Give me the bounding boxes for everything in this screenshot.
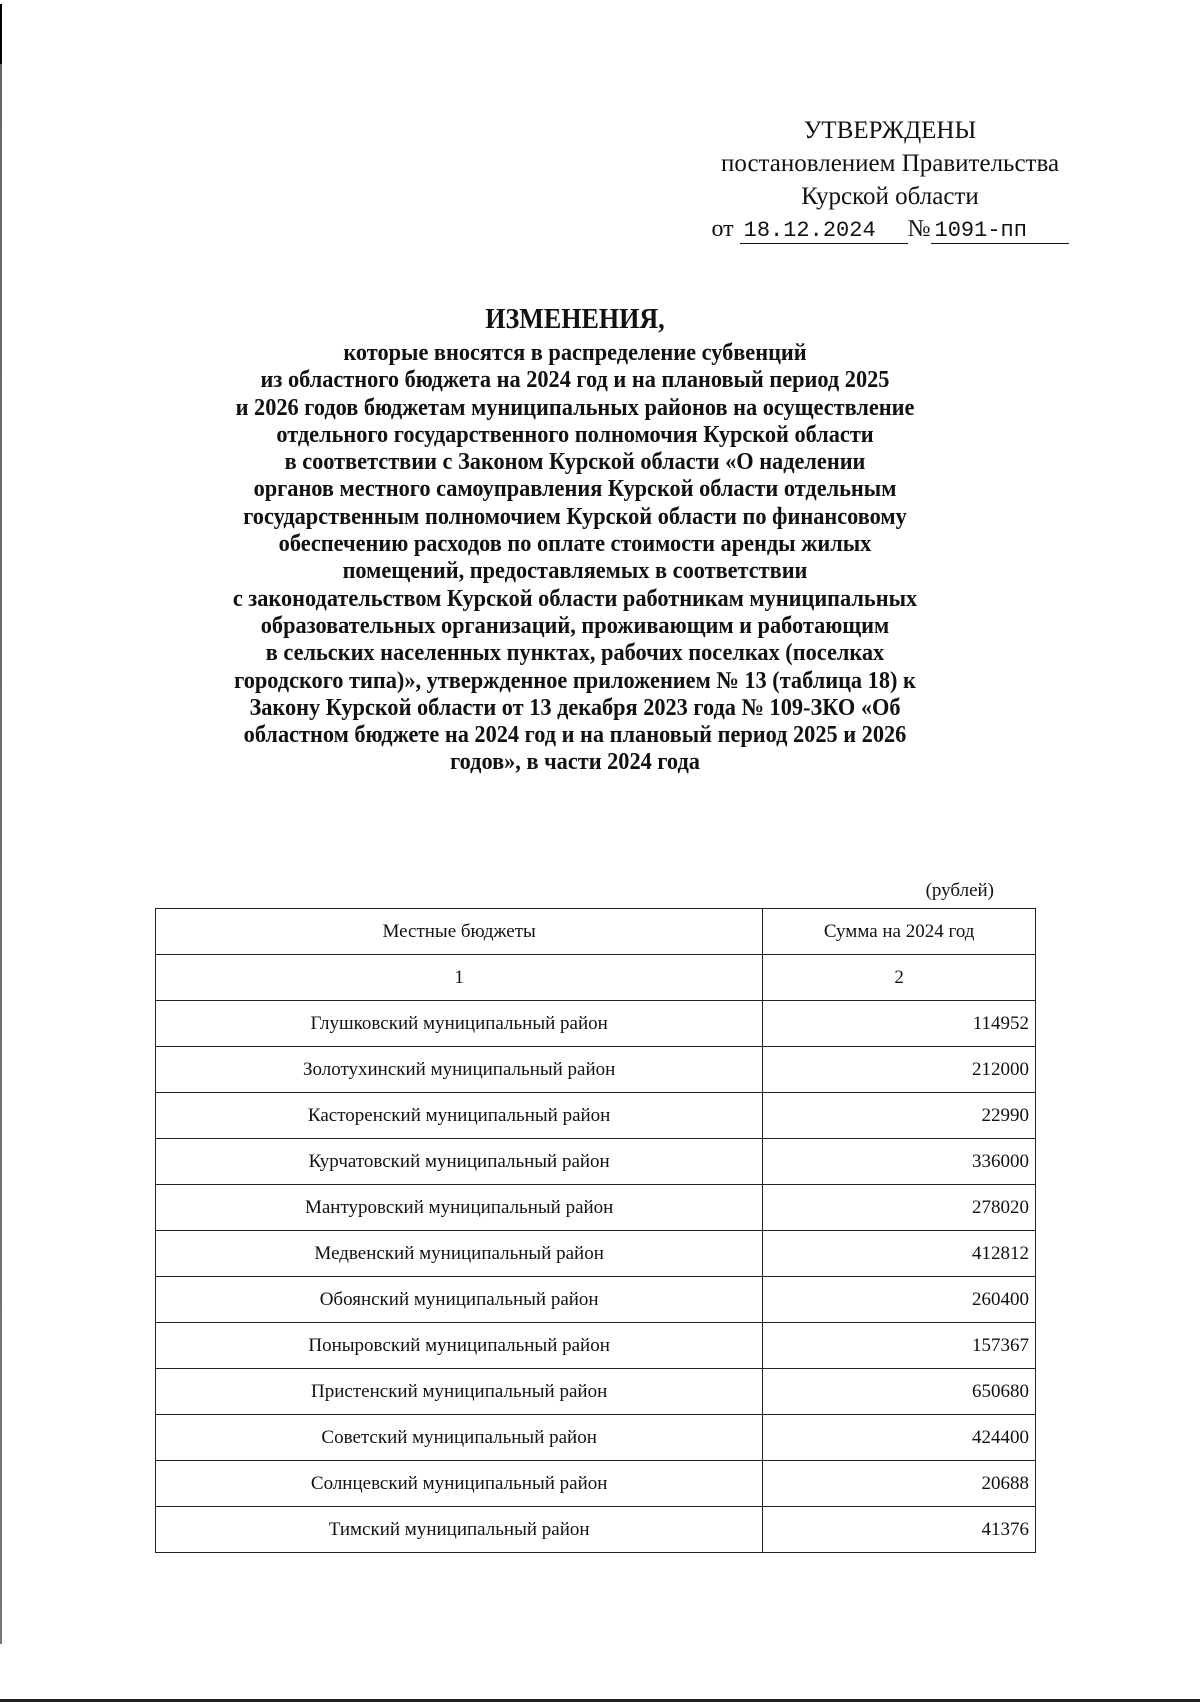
heading-line: образовательных организаций, проживающим и работающим	[260, 612, 890, 639]
heading-line: помещений, предоставляемых в соответствии	[342, 558, 808, 585]
district-name: Пристенский муниципальный район	[156, 1369, 763, 1415]
heading-line: обеспечению расходов по оплате стоимости аренды жилых	[278, 531, 872, 558]
district-name: Поныровский муниципальный район	[156, 1323, 763, 1369]
district-name: Курчатовский муниципальный район	[156, 1139, 763, 1185]
approval-line-2: постановлением Правительства	[720, 150, 1060, 177]
table-header-row	[156, 909, 1036, 955]
district-name: Глушковский муниципальный район	[156, 1001, 763, 1047]
district-amount: 41376	[763, 1507, 1036, 1553]
table-row	[156, 1093, 1036, 1139]
district-amount: 157367	[763, 1323, 1036, 1369]
table-row	[156, 1277, 1036, 1323]
district-amount: 336000	[763, 1139, 1036, 1185]
approval-date-number-line	[690, 213, 1090, 246]
column-number-1: 1	[156, 955, 763, 1001]
units-label: (рублей)	[925, 880, 994, 901]
district-amount: 424400	[763, 1415, 1036, 1461]
heading-line: с законодательством Курской области работникам муниципальных	[232, 585, 918, 612]
approval-block	[690, 114, 1090, 246]
district-amount: 20688	[763, 1461, 1036, 1507]
heading-title: ИЗМЕНЕНИЯ,	[485, 304, 665, 335]
heading-line: отдельного государственного полномочия Курской области	[276, 421, 874, 448]
district-amount: 278020	[763, 1185, 1036, 1231]
heading-line: государственным полномочием Курской области по финансовому	[243, 503, 907, 530]
district-amount: 212000	[763, 1047, 1036, 1093]
approval-number: 1091-пп	[931, 219, 1069, 244]
district-amount: 650680	[763, 1369, 1036, 1415]
heading-line: в сельских населенных пунктах, рабочих поселках (поселках	[265, 640, 885, 667]
approval-title: УТВЕРЖДЕНЫ	[803, 117, 977, 144]
district-amount: 114952	[763, 1001, 1036, 1047]
district-amount: 22990	[763, 1093, 1036, 1139]
approval-line-3: Курской области	[801, 183, 979, 210]
district-amount: 260400	[763, 1277, 1036, 1323]
heading-line: Закону Курской области от 13 декабря 2023 года № 109-ЗКО «Об	[249, 694, 901, 721]
table-row	[156, 1415, 1036, 1461]
heading-line: из областного бюджета на 2024 год и на плановый период 2025	[260, 367, 890, 394]
table-row	[156, 1231, 1036, 1277]
district-name: Мантуровский муниципальный район	[156, 1185, 763, 1231]
column-number-row	[156, 955, 1036, 1001]
heading-line: и 2026 годов бюджетам муниципальных районов на осуществление	[235, 394, 915, 421]
table-row	[156, 1461, 1036, 1507]
table-row	[156, 1047, 1036, 1093]
district-name: Золотухинский муниципальный район	[156, 1047, 763, 1093]
district-name: Медвенский муниципальный район	[156, 1231, 763, 1277]
district-name: Касторенский муниципальный район	[156, 1093, 763, 1139]
column-header-budgets: Местные бюджеты	[156, 909, 763, 955]
table-row	[156, 1139, 1036, 1185]
district-name: Тимский муниципальный район	[156, 1507, 763, 1553]
district-name: Советский муниципальный район	[156, 1415, 763, 1461]
table-row	[156, 1369, 1036, 1415]
document-heading	[161, 302, 989, 777]
district-name: Солнцевский муниципальный район	[156, 1461, 763, 1507]
heading-line: областном бюджете на 2024 год и на плановый период 2025 и 2026	[243, 722, 907, 749]
table-row	[156, 1185, 1036, 1231]
heading-line: которые вносятся в распределение субвенций	[343, 340, 807, 366]
column-header-amount: Сумма на 2024 год	[763, 909, 1036, 955]
district-name: Обоянский муниципальный район	[156, 1277, 763, 1323]
heading-line: органов местного самоуправления Курской области отдельным	[253, 476, 897, 503]
date-prefix: от	[711, 216, 734, 242]
table-row	[156, 1323, 1036, 1369]
budget-table	[155, 908, 1036, 1553]
heading-line: городского типа)», утвержденное приложением № 13 (таблица 18) к	[234, 667, 916, 694]
number-prefix: №	[907, 216, 931, 242]
scan-edge-left	[0, 4, 2, 1644]
heading-line: годов», в части 2024 года	[450, 749, 700, 776]
approval-date: 18.12.2024	[740, 219, 908, 244]
table-row	[156, 1507, 1036, 1553]
column-number-2: 2	[763, 955, 1036, 1001]
heading-line: в соответствии с Законом Курской области «О наделении	[284, 449, 866, 476]
district-amount: 412812	[763, 1231, 1036, 1277]
table-row	[156, 1001, 1036, 1047]
